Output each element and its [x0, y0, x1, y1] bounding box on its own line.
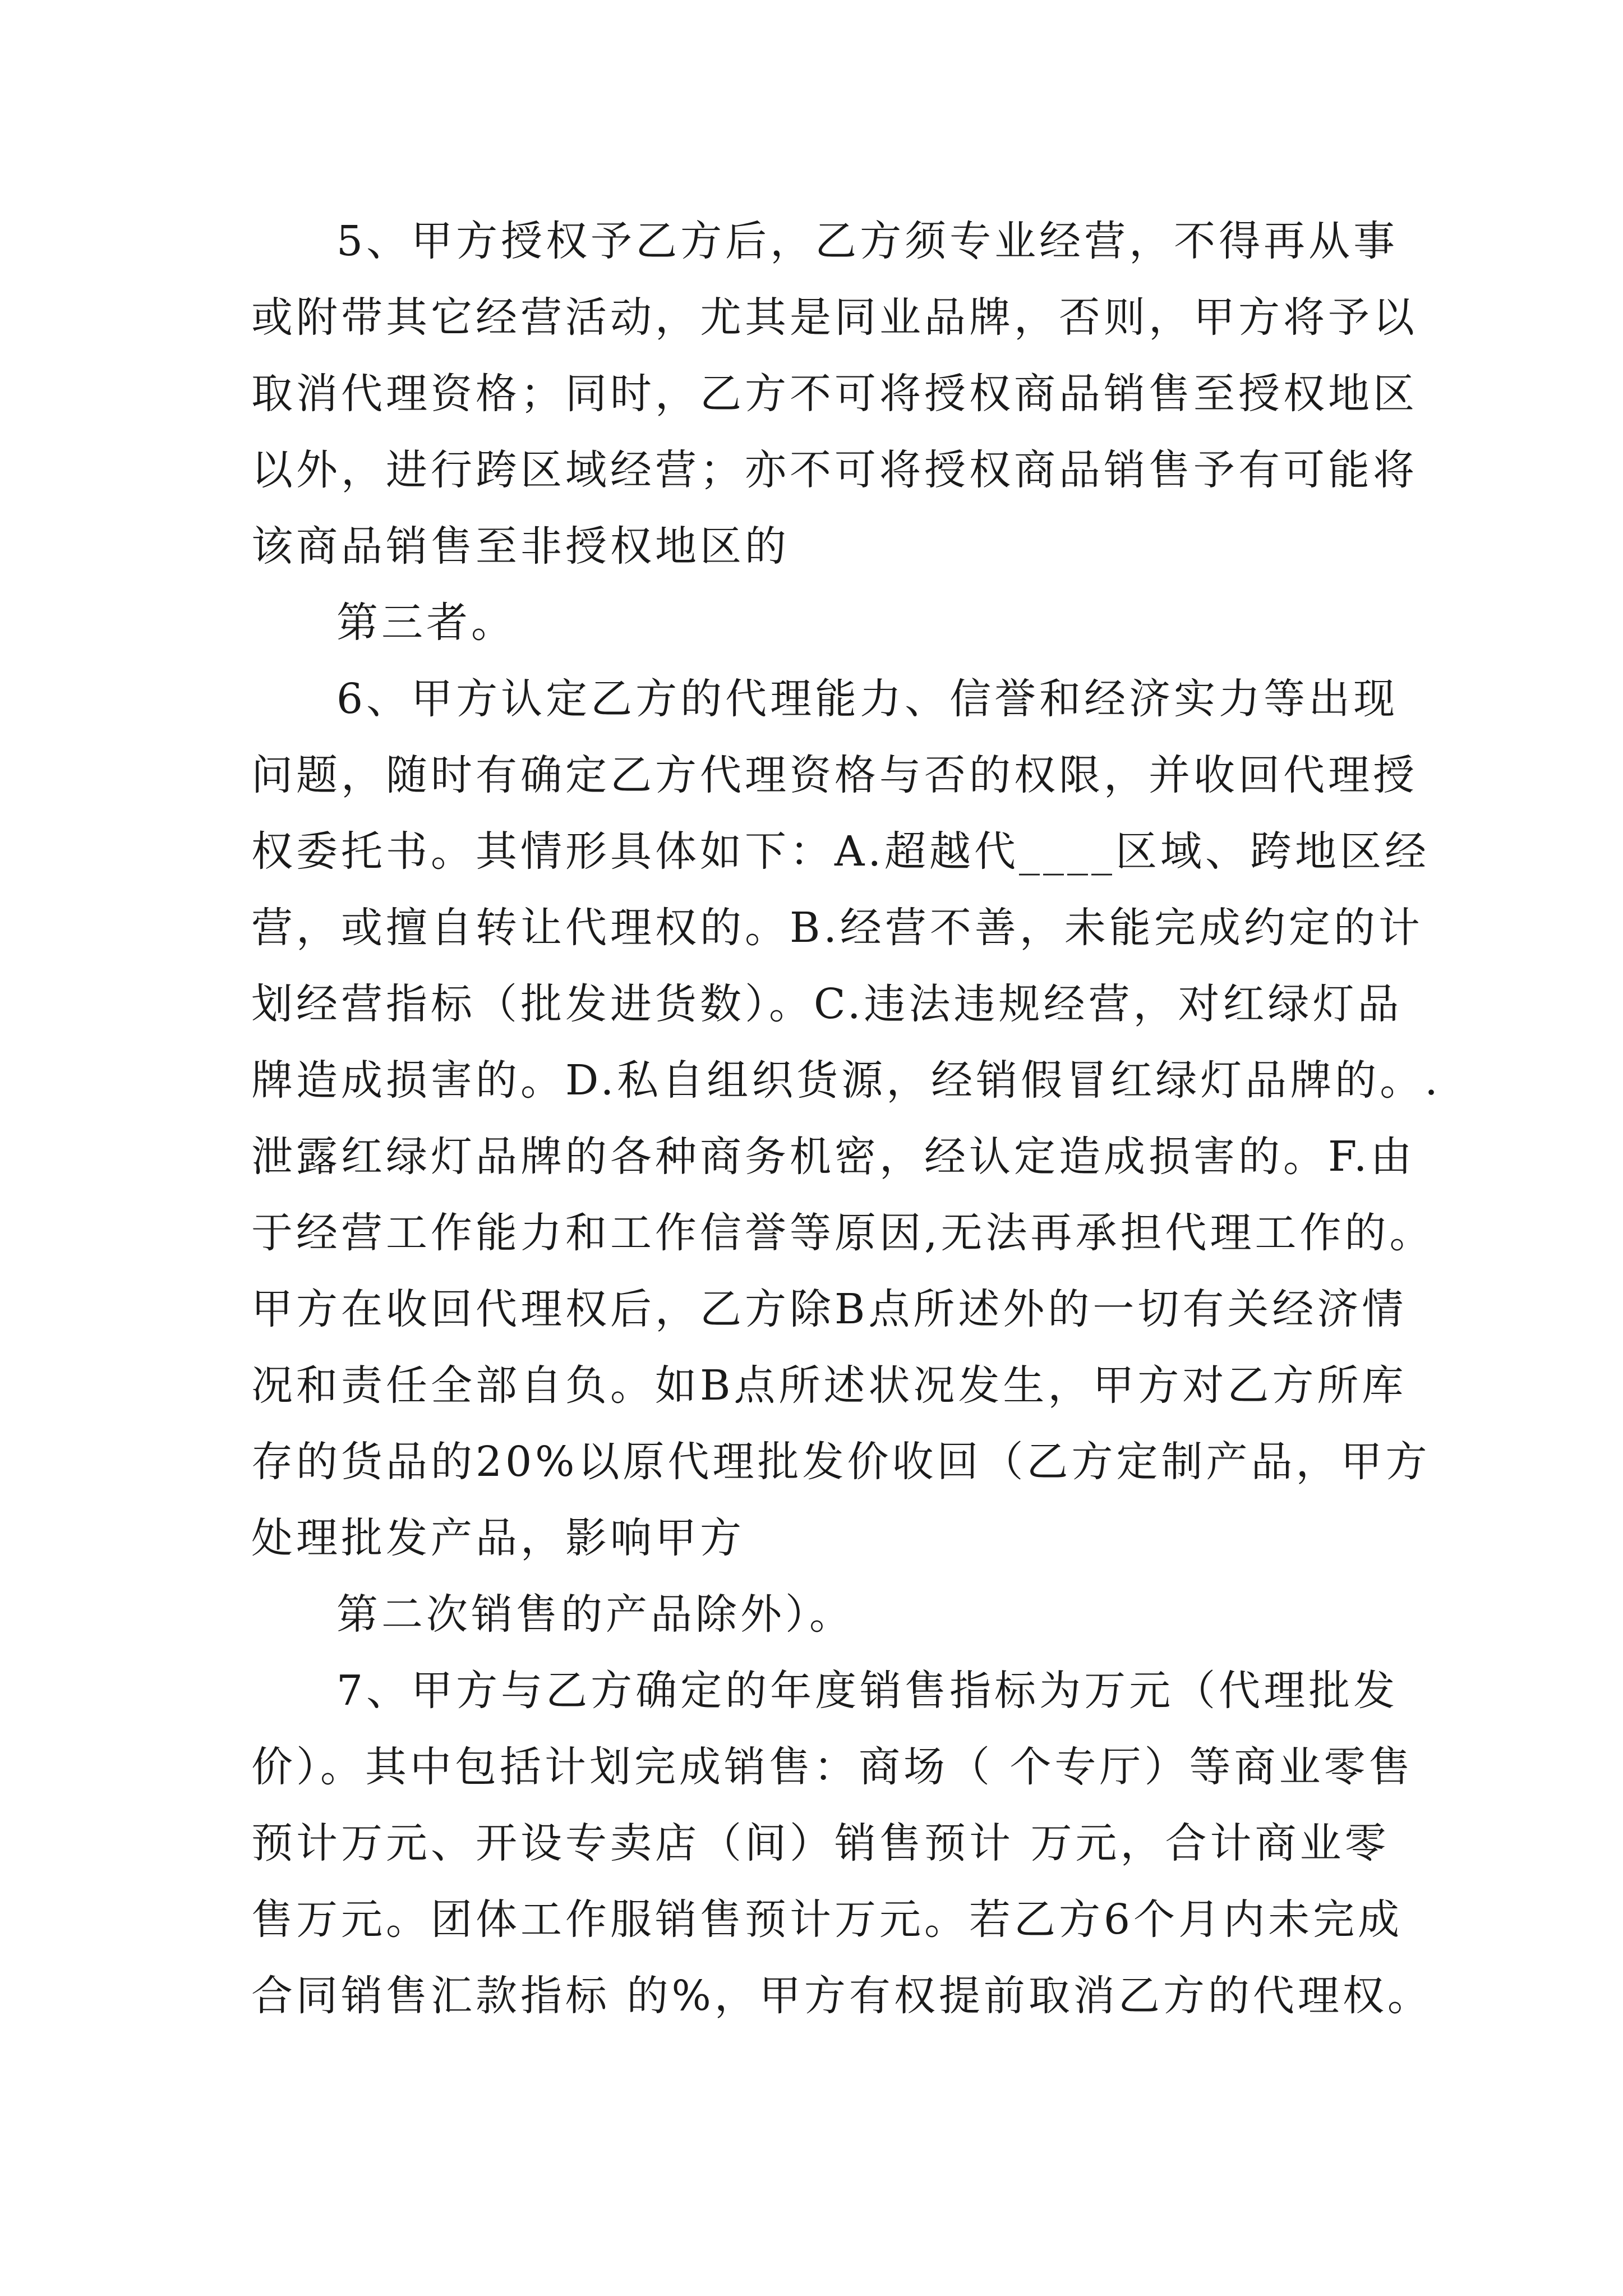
- paragraph-7-line-1: 7、甲方与乙方确定的年度销售指标为万元（代理批发: [336, 1667, 1399, 1715]
- paragraph-5-line-6: 第三者。: [336, 599, 516, 647]
- paragraph-7-line-5: 合同销售汇款指标 的%，甲方有权提前取消乙方的代理权。: [251, 1972, 1432, 2020]
- paragraph-7-line-3: 预计万元、开设专卖店（间）销售预计 万元，合计商业零: [251, 1819, 1390, 1867]
- paragraph-6-line-6: 牌造成损害的。D.私自组织货源，经销假冒红绿灯品牌的。.: [251, 1056, 1441, 1105]
- paragraph-6-line-13: 第二次销售的产品除外）。: [336, 1590, 854, 1639]
- paragraph-7-line-2: 价）。其中包括计划完成销售：商场（ 个专厅）等商业零售: [251, 1743, 1414, 1791]
- paragraph-5-line-1: 5、甲方授权予乙方后，乙方须专业经营，不得再从事: [336, 217, 1399, 265]
- paragraph-5-line-4: 以外，进行跨区域经营；亦不可将授权商品销售予有可能将: [251, 446, 1418, 494]
- paragraph-6-line-8: 于经营工作能力和工作信誉等原因,无法再承担代理工作的。: [251, 1209, 1435, 1257]
- paragraph-5-line-5: 该商品销售至非授权地区的: [251, 522, 790, 570]
- paragraph-6-line-4: 营，或擅自转让代理权的。B.经营不善，未能完成约定的计: [251, 904, 1423, 952]
- paragraph-5-line-2: 或附带其它经营活动，尤其是同业品牌，否则，甲方将予以: [251, 293, 1418, 342]
- paragraph-5-line-3: 取消代理资格；同时，乙方不可将授权商品销售至授权地区: [251, 370, 1418, 418]
- paragraph-6-line-2: 问题，随时有确定乙方代理资格与否的权限，并收回代理授: [251, 751, 1418, 799]
- paragraph-6-line-7: 泄露红绿灯品牌的各种商务机密，经认定造成损害的。F.由: [251, 1133, 1415, 1181]
- paragraph-6-line-12: 处理批发产品，影响甲方: [251, 1514, 745, 1562]
- paragraph-7-line-4: 售万元。团体工作服销售预计万元。若乙方6个月内未完成: [251, 1895, 1403, 1944]
- paragraph-6-line-11: 存的货品的20%以原代理批发价收回（乙方定制产品，甲方: [251, 1438, 1431, 1486]
- paragraph-6-line-10: 况和责任全部自负。如B点所述状况发生，甲方对乙方所库: [251, 1361, 1407, 1410]
- paragraph-6-line-9: 甲方在收回代理权后，乙方除B点所述外的一切有关经济情: [251, 1285, 1407, 1333]
- paragraph-6-line-3: 权委托书。其情形具体如下：A.超越代____区域、跨地区经: [251, 827, 1430, 876]
- paragraph-6-line-1: 6、甲方认定乙方的代理能力、信誉和经济实力等出现: [336, 675, 1399, 723]
- paragraph-6-line-5: 划经营指标（批发进货数）。C.违法违规经营，对红绿灯品: [251, 980, 1403, 1028]
